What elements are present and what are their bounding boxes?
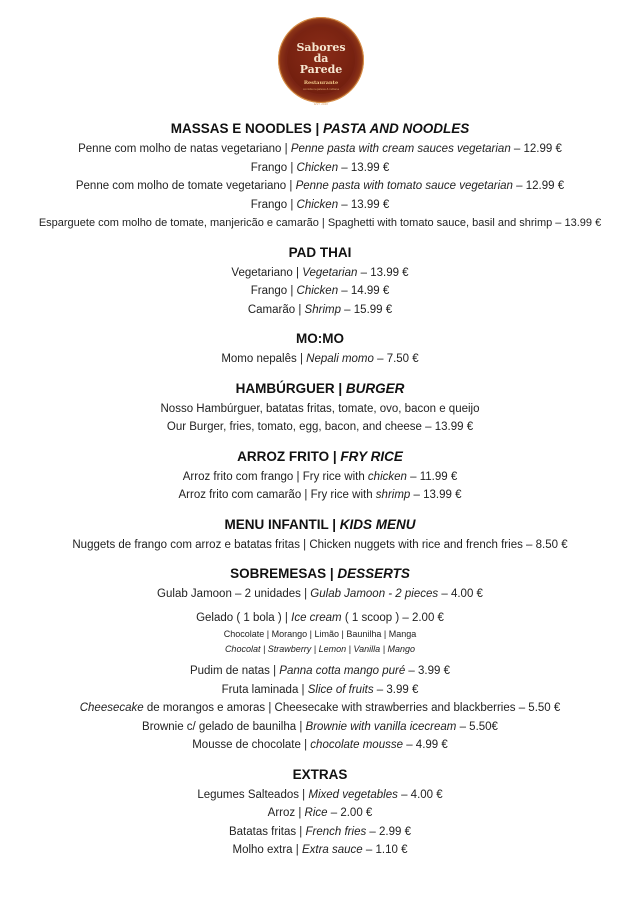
price: 13.99 € xyxy=(370,266,409,279)
price: 14.99 € xyxy=(350,285,390,297)
menu-item: Frango | Chicken – 13.99 € xyxy=(250,198,390,211)
menu-item: Arroz frito com frango | Fry rice with chicken – 11.99 € xyxy=(182,470,458,483)
section-title: SOBREMESAS | DESSERTS xyxy=(230,566,410,581)
menu-item: Mousse de chocolate | chocolate mousse – 4.99 € xyxy=(192,739,448,751)
section-extras xyxy=(0,764,640,860)
price: 7.50 € xyxy=(386,353,419,365)
section-title: MO:MO xyxy=(296,331,344,346)
menu-item: Legumes Salteados | Mixed vegetables – 4.00 € xyxy=(197,788,443,801)
price: 2.00 € xyxy=(411,611,444,624)
logo-title xyxy=(287,42,355,75)
logo-title-line: da xyxy=(313,52,329,65)
section-fry-rice xyxy=(0,446,640,505)
price: 4.99 € xyxy=(415,739,448,751)
menu-item: Gulab Jamoon – 2 unidades | Gulab Jamoon - 2 pieces – 4.00 € xyxy=(157,588,483,600)
price: 11.99 € xyxy=(419,470,458,483)
price: 5.50 € xyxy=(528,702,561,714)
restaurant-logo xyxy=(278,17,364,106)
flavors-pt: Chocolate | Morango | Limão | Baunilha | Manga xyxy=(223,629,417,639)
section-kids-menu xyxy=(0,514,640,555)
logo-tagline: comida nepalesa & indiana xyxy=(302,87,340,91)
section-title: EXTRAS xyxy=(292,766,348,782)
logo-subtitle: Restaurante xyxy=(303,80,339,86)
section-pasta xyxy=(0,118,640,233)
section-title: HAMBÚRGUER | BURGER xyxy=(235,380,405,396)
price: 5.50€ xyxy=(469,720,498,733)
menu-item: Arroz frito com camarão | Fry rice with shrimp – 13.99 € xyxy=(178,489,462,501)
price: 13.99 € xyxy=(423,489,462,501)
menu-item: Frango | Chicken – 14.99 € xyxy=(250,285,390,297)
price: 4.00 € xyxy=(410,788,443,801)
menu-item: Esparguete com molho de tomate, manjericão e camarão | Spaghetti with tomato sauce, basil and shrimp – 13.99 € xyxy=(38,217,602,229)
price: 3.99 € xyxy=(386,683,419,696)
menu-item: Pudim de natas | Panna cotta mango puré – 3.99 € xyxy=(189,665,451,677)
menu-item: Our Burger, fries, tomato, egg, bacon, and cheese – 13.99 € xyxy=(166,421,474,433)
price: 13.99 € xyxy=(350,161,390,174)
section-title: MENU INFANTIL | KIDS MENU xyxy=(224,516,416,532)
price: 15.99 € xyxy=(353,303,393,316)
menu-item: Frango | Chicken – 13.99 € xyxy=(250,161,390,174)
section-title: MASSAS E NOODLES | PASTA AND NOODLES xyxy=(170,121,470,136)
menu-item: Vegetariano | Vegetarian – 13.99 € xyxy=(231,266,409,279)
logo-badge xyxy=(287,26,355,106)
menu-item: Penne com molho de tomate vegetariano | Penne pasta with tomato sauce vegetarian – 12.99 € xyxy=(75,180,565,192)
section-title: ARROZ FRITO | FRY RICE xyxy=(237,448,403,464)
price: 13.99 € xyxy=(564,217,602,229)
menu-item: Fruta laminada | Slice of fruits – 3.99 € xyxy=(221,683,419,696)
menu-item: Cheesecake de morangos e amoras | Cheesecake with strawberries and blackberries – 5.50 € xyxy=(79,702,561,714)
menu xyxy=(0,118,640,860)
menu-item-description: Nosso Hambúrguer, batatas fritas, tomate, ovo, bacon e queijo xyxy=(160,402,480,415)
menu-item: Molho extra | Extra sauce – 1.10 € xyxy=(232,844,408,856)
logo-title-line: Parede xyxy=(299,63,343,76)
menu-item: Penne com molho de natas vegetariano | Penne pasta with cream sauces vegetarian – 12.99 € xyxy=(78,143,562,155)
section-desserts xyxy=(0,563,640,755)
section-burger xyxy=(0,378,640,437)
price: 2.00 € xyxy=(340,807,373,819)
price: 13.99 € xyxy=(350,198,390,211)
logo-title-line: Sabores xyxy=(296,41,346,54)
price: 1.10 € xyxy=(375,844,408,856)
logo-est: EST. 2020 xyxy=(314,102,328,106)
menu-item: Momo nepalês | Nepali momo – 7.50 € xyxy=(221,353,419,365)
price: 2.99 € xyxy=(379,825,411,838)
section-title: PAD THAI xyxy=(288,244,352,260)
price: 12.99 € xyxy=(523,143,562,155)
section-momo xyxy=(0,328,640,369)
menu-item: Arroz | Rice – 2.00 € xyxy=(267,807,373,819)
menu-item: Brownie c/ gelado de baunilha | Brownie with vanilla icecream – 5.50€ xyxy=(142,720,498,733)
price: 12.99 € xyxy=(525,180,565,192)
menu-item: Camarão | Shrimp – 15.99 € xyxy=(247,303,393,316)
menu-item: Nuggets de frango com arroz e batatas fritas | Chicken nuggets with rice and french fries – 8.50 € xyxy=(72,538,568,551)
price: 8.50 € xyxy=(535,538,568,551)
flavors-en: Chocolat | Strawberry | Lemon | Vanilla | Mango xyxy=(224,644,416,654)
section-pad-thai xyxy=(0,242,640,320)
price: 3.99 € xyxy=(418,665,451,677)
price: 4.00 € xyxy=(450,588,483,600)
price: 13.99 € xyxy=(434,421,474,433)
menu-item: Gelado ( 1 bola ) | Ice cream ( 1 scoop ) – 2.00 € xyxy=(196,611,444,624)
menu-item: Batatas fritas | French fries – 2.99 € xyxy=(228,825,411,838)
